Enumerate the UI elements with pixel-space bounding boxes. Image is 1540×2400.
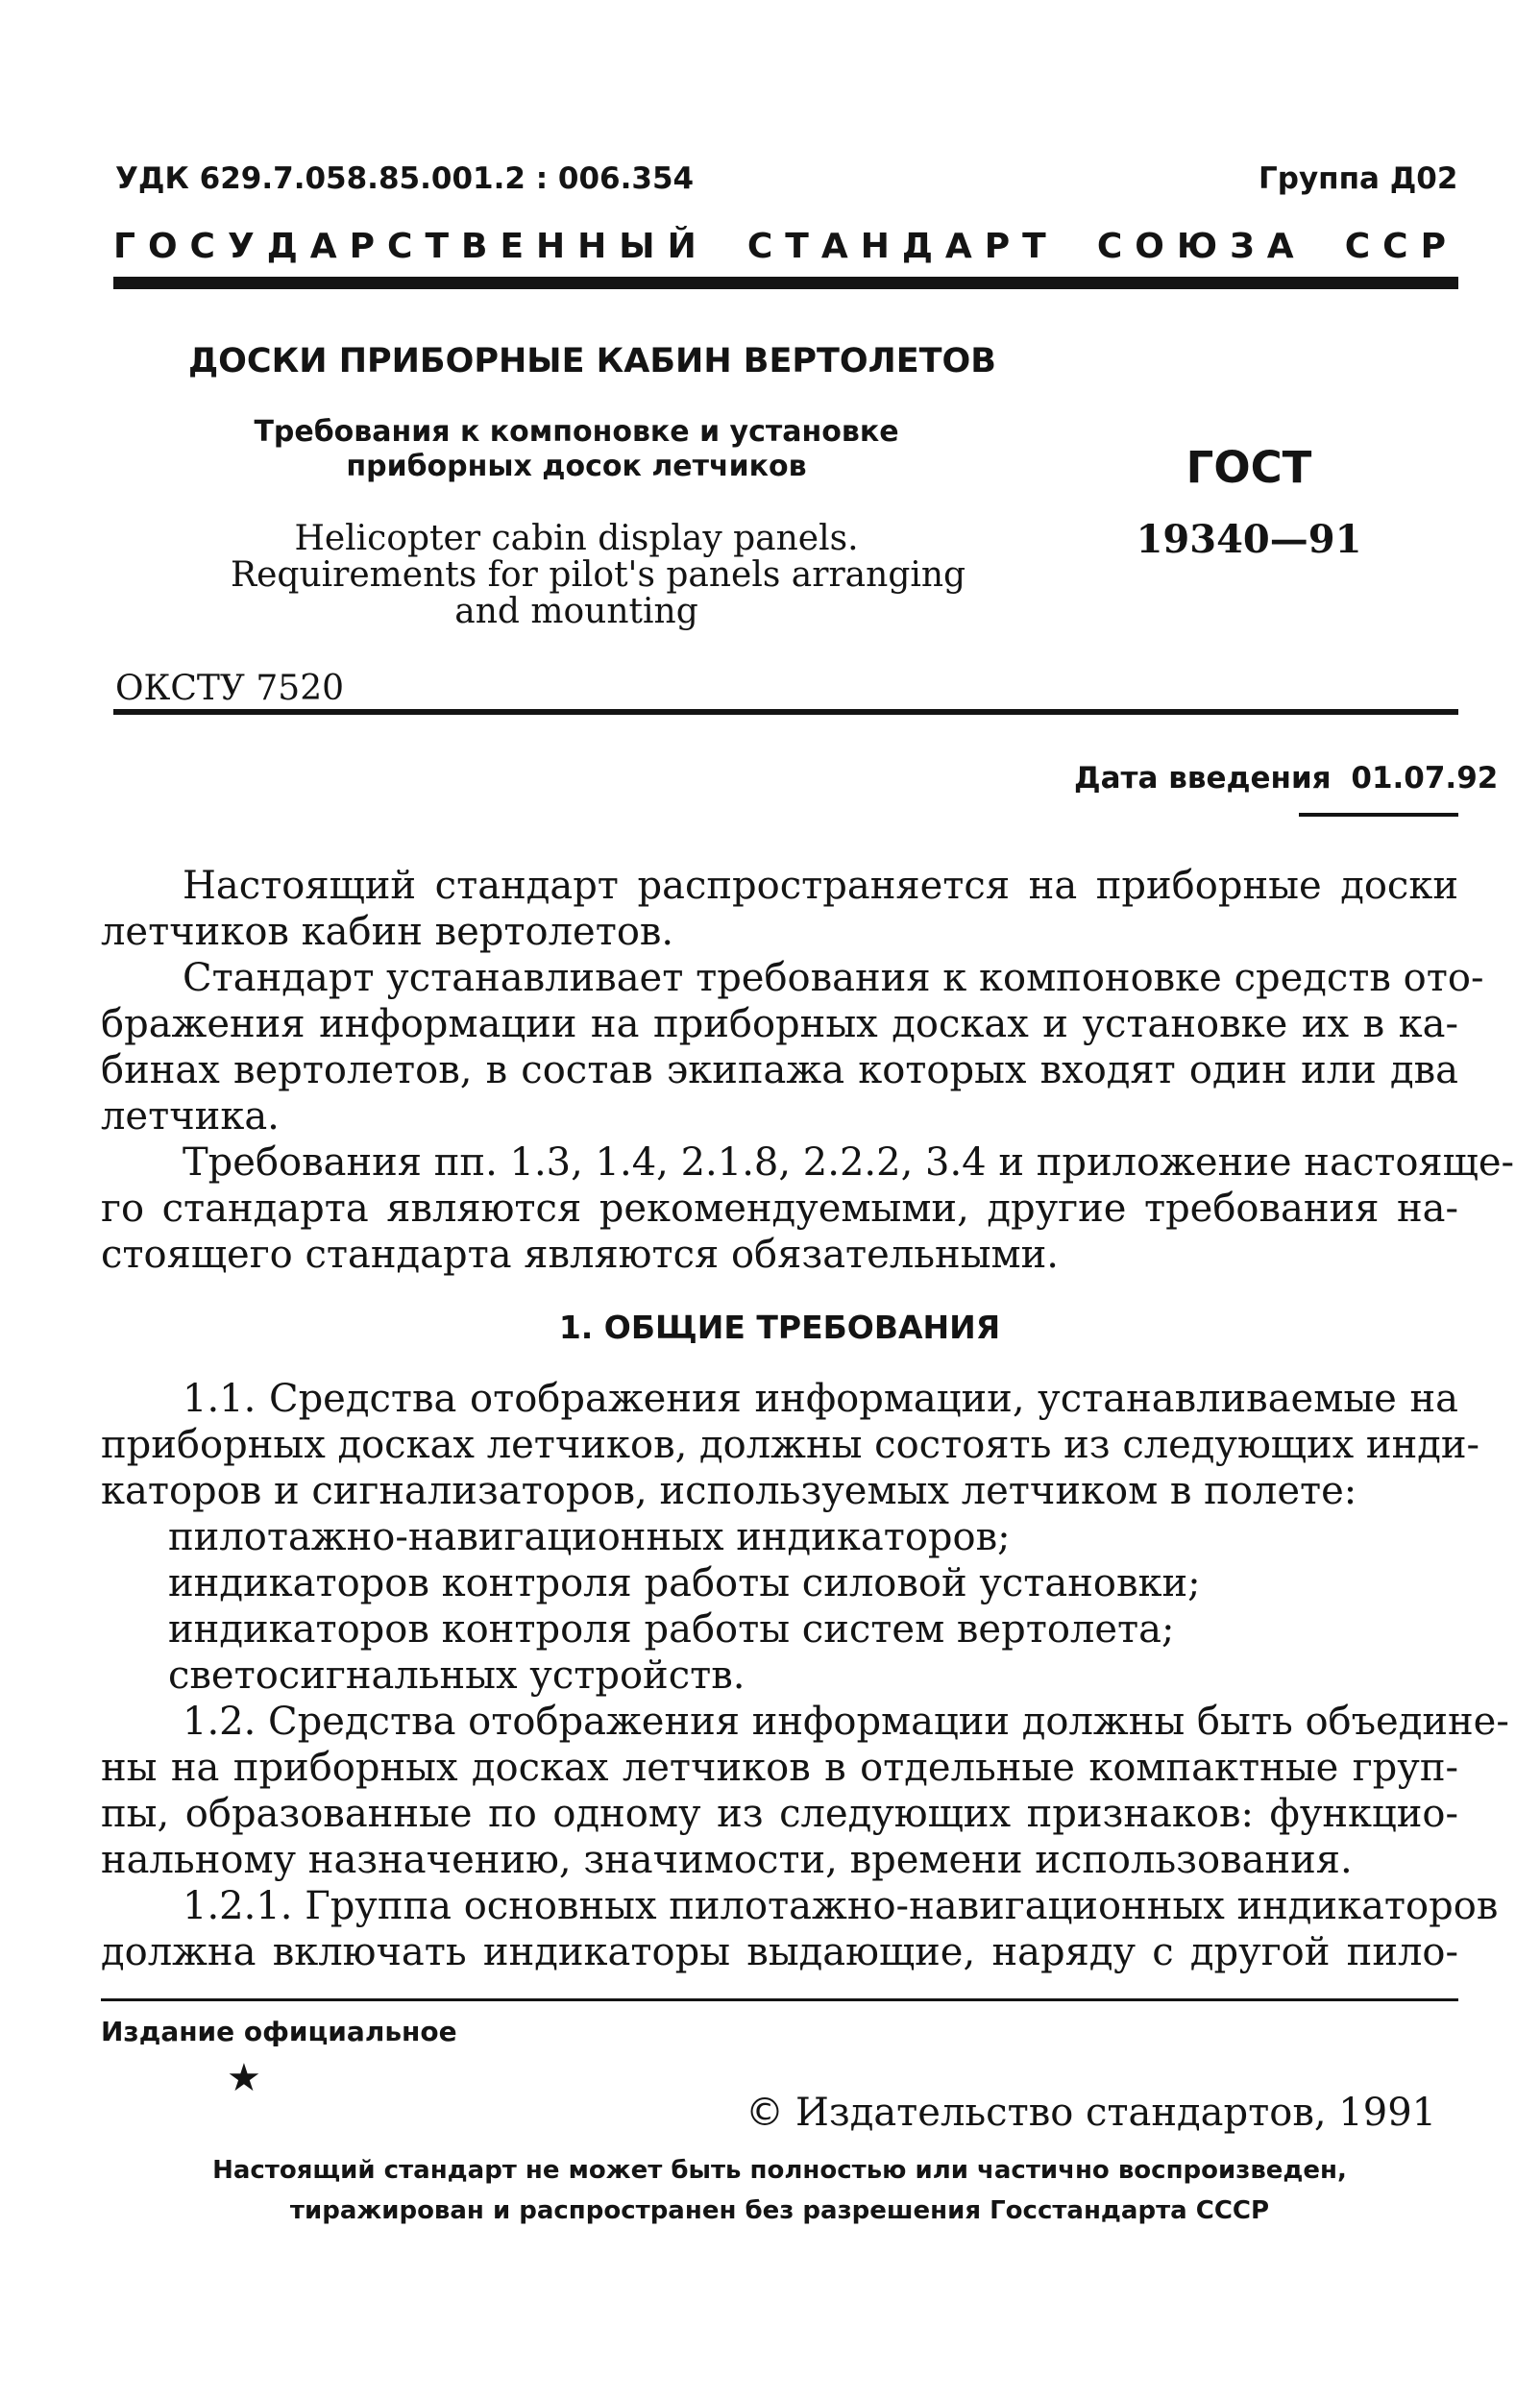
copyright-line	[746, 2091, 1436, 2135]
udk-code: УДК 629.7.058.85.001.2 : 006.354	[115, 161, 695, 196]
subtitle-en-line-1: Helicopter cabin display panels.	[294, 519, 859, 558]
subtitle-en-line-3: and mounting	[454, 592, 698, 631]
paragraph-1-line-2: летчиков кабин вертолетов.	[101, 910, 674, 954]
list-item-3: индикаторов контроля работы систем вертолета;	[168, 1607, 1175, 1652]
paragraph-6-line-1: 1.2.1. Группа основных пилотажно-навигационных индикаторов	[183, 1884, 1499, 1928]
intro-date	[1074, 761, 1498, 796]
copyright-icon: ©	[746, 2091, 784, 2135]
subtitle-ru-line-2: приборных досок летчиков	[346, 450, 807, 483]
paragraph-6-line-2: должна включать индикаторы выдающие, наряду с другой пило-	[101, 1930, 1458, 1974]
intro-date-value: 01.07.92	[1351, 761, 1499, 796]
paragraph-5-line-4: нальному назначению, значимости, времени использования.	[101, 1838, 1353, 1882]
section-title: 1. ОБЩИЕ ТРЕБОВАНИЯ	[558, 1309, 1001, 1346]
paragraph-2-line-1: Стандарт устанавливает требования к компоновке средств ото-	[183, 956, 1484, 1000]
group-code: Группа Д02	[1259, 161, 1458, 196]
paragraph-4-line-3: каторов и сигнализаторов, используемых летчиком в полете:	[101, 1469, 1357, 1513]
star-icon: ★	[227, 2056, 261, 2100]
list-item-2: индикаторов контроля работы силовой установки;	[168, 1561, 1201, 1605]
state-standard-banner: ГОСУДАРСТВЕННЫЙ СТАНДАРТ СОЮЗА ССР	[113, 227, 1458, 266]
subtitle-en-line-2: Requirements for pilot's panels arranging	[231, 555, 966, 595]
paragraph-3-line-2: го стандарта являются рекомендуемыми, другие требования на-	[101, 1187, 1458, 1231]
reproduction-notice-line-2: тиражирован и распространен без разрешения Госстандарта СССР	[289, 2196, 1270, 2225]
paragraph-1-line-1: Настоящий стандарт распространяется на приборные доски	[183, 864, 1458, 908]
reproduction-notice-line-1: Настоящий стандарт не может быть полностью или частично воспроизведен,	[212, 2156, 1347, 2185]
paragraph-5-line-1: 1.2. Средства отображения информации должны быть объедине-	[183, 1700, 1509, 1744]
gost-number: 19340—91	[1136, 517, 1362, 562]
intro-date-underline	[1299, 813, 1458, 817]
paragraph-2-line-2: бражения информации на приборных досках и установке их в ка-	[101, 1002, 1458, 1046]
gost-label: ГОСТ	[1186, 442, 1312, 493]
paragraph-4-line-1: 1.1. Средства отображения информации, устанавливаемые на	[183, 1377, 1458, 1421]
paragraph-3-line-1: Требования пп. 1.3, 1.4, 2.1.8, 2.2.2, 3.4 и приложение настояще-	[183, 1140, 1515, 1185]
list-item-1: пилотажно-навигационных индикаторов;	[168, 1515, 1011, 1559]
list-item-4: светосигнальных устройств.	[168, 1653, 746, 1698]
okstu-code: ОКСТУ 7520	[115, 669, 345, 708]
paragraph-5-line-2: ны на приборных досках летчиков в отдельные компактные груп-	[101, 1746, 1458, 1790]
footer-rule	[101, 1998, 1458, 2001]
paragraph-2-line-4: летчика.	[101, 1094, 280, 1139]
paragraph-5-line-3: пы, образованные по одному из следующих признаков: функцио-	[101, 1792, 1458, 1836]
paragraph-4-line-2: приборных досках летчиков, должны состоять из следующих инди-	[101, 1423, 1480, 1467]
paragraph-3-line-3: стоящего стандарта являются обязательными.	[101, 1233, 1060, 1277]
subtitle-ru-line-1: Требования к компоновке и установке	[254, 415, 899, 449]
header-thick-rule	[113, 277, 1458, 289]
title-block-rule	[113, 709, 1458, 715]
document-title: ДОСКИ ПРИБОРНЫЕ КАБИН ВЕРТОЛЕТОВ	[188, 342, 996, 380]
official-edition-label: Издание официальное	[101, 2016, 457, 2047]
copyright-text: Издательство стандартов, 1991	[795, 2091, 1437, 2135]
paragraph-2-line-3: бинах вертолетов, в состав экипажа которых входят один или два	[101, 1048, 1458, 1092]
intro-date-label: Дата введения	[1074, 761, 1332, 796]
